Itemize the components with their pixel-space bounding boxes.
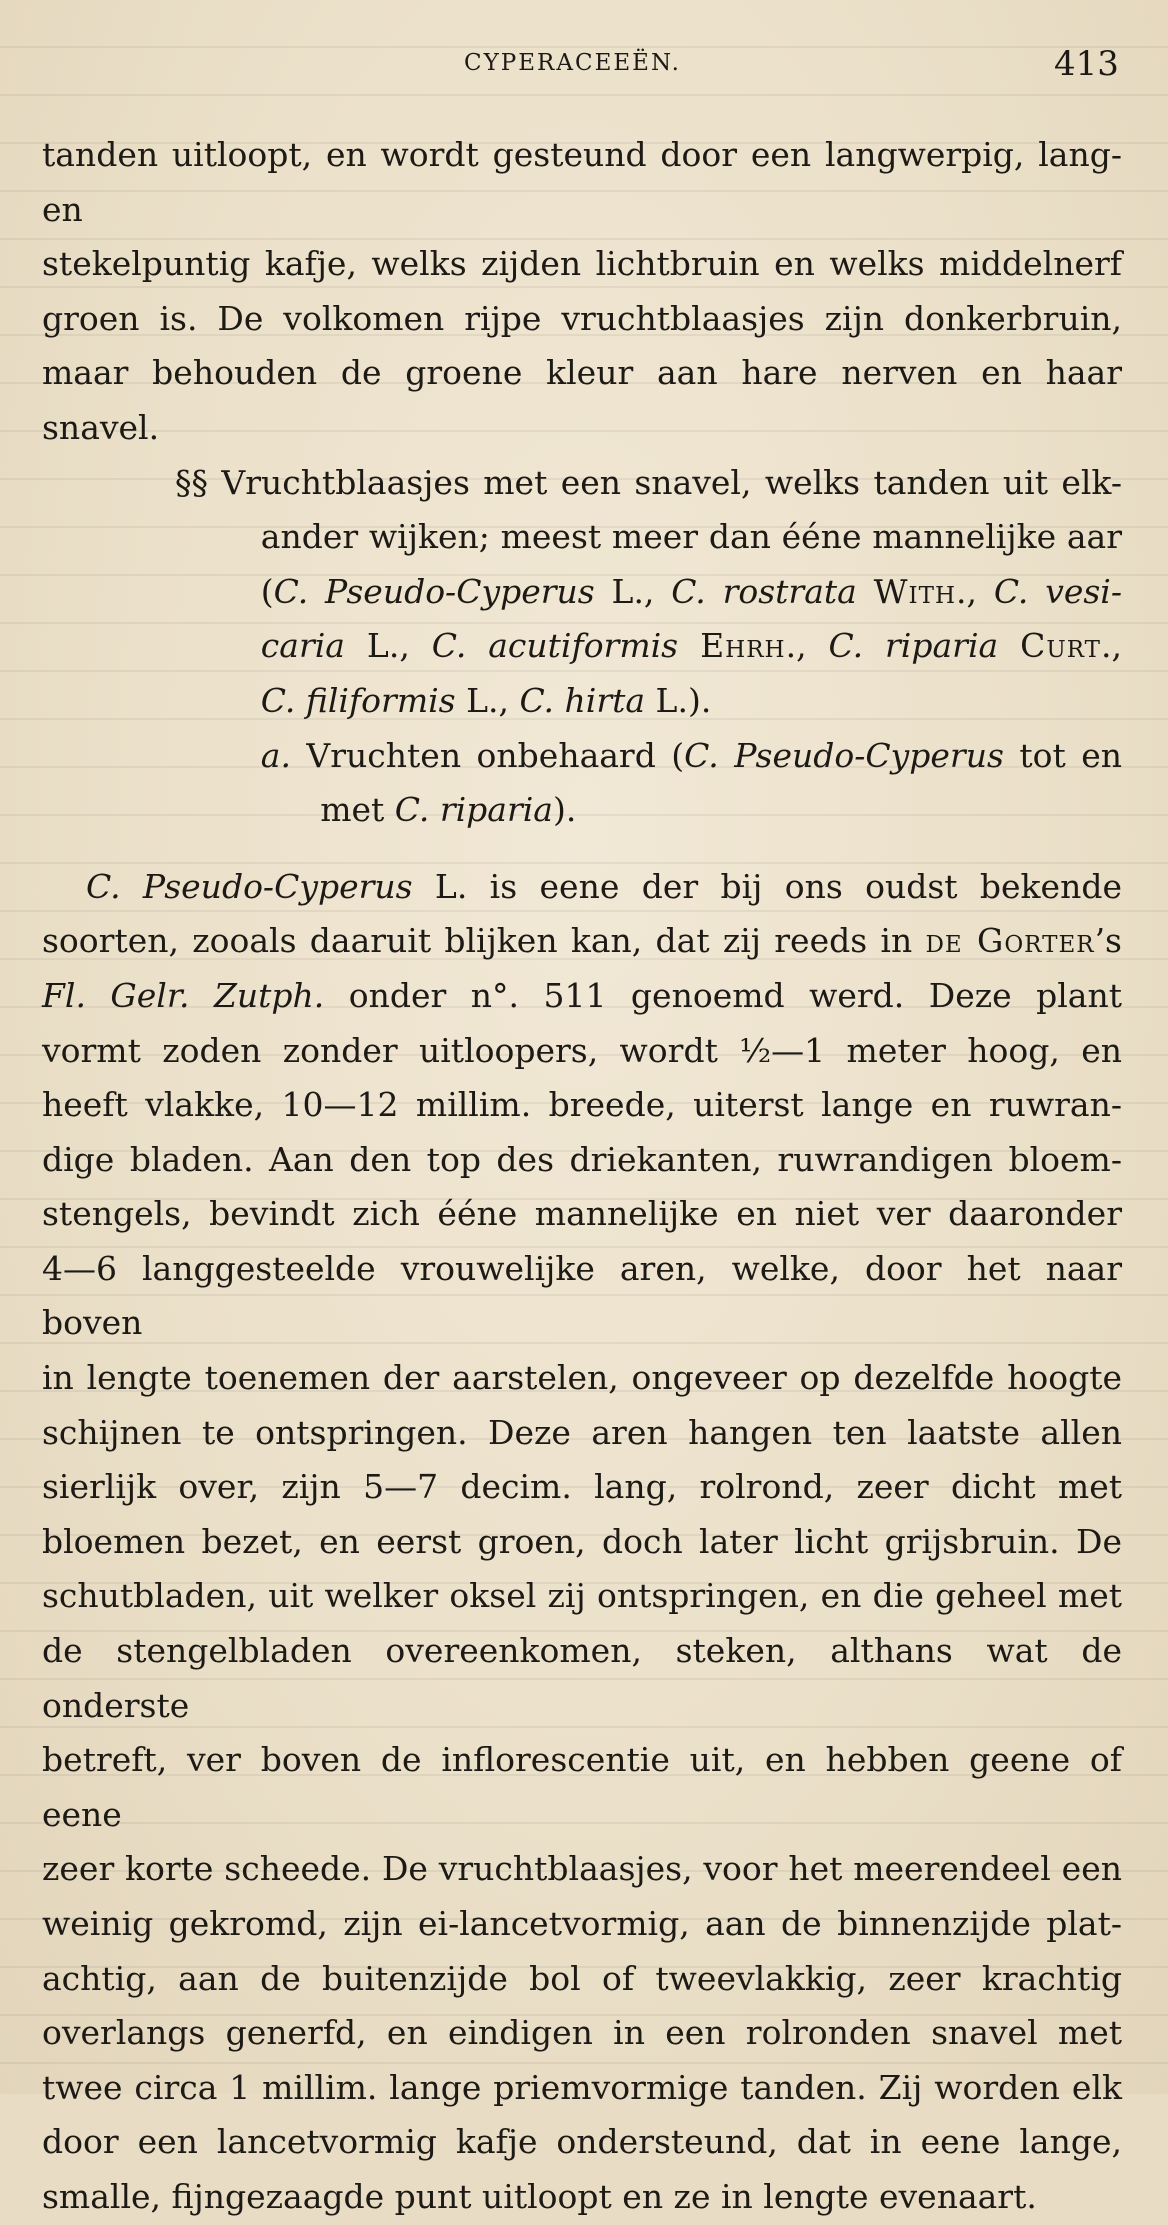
key-text: L.). [645, 680, 712, 720]
identification-key [175, 456, 1122, 838]
author-name: With [873, 571, 957, 611]
text-line: betreft, ver boven de inflorescentie uit, en hebben geene of eene [42, 1740, 1122, 1834]
text-line: schutbladen, uit welker oksel zij ontspringen, en die geheel met [42, 1576, 1122, 1616]
key-text: ., [1101, 626, 1122, 666]
species-name: C. acutiformis [431, 626, 679, 666]
species-name: C. Pseudo-Cyperus [86, 866, 413, 906]
author-name: Curt [1020, 626, 1102, 666]
text-line: bloemen bezet, en eerst groen, doch later licht grijsbruin. De [42, 1521, 1122, 1561]
text-line: de stengelbladen overeenkomen, steken, althans wat de onderste [42, 1631, 1122, 1725]
species-name: C. vesi- [993, 571, 1123, 611]
text-line: 4—6 langgesteelde vrouwelijke aren, welke, door het naar boven [42, 1248, 1122, 1343]
key-text: L., [455, 680, 520, 720]
key-line: ander wijken; meest meer dan ééne mannelijke aar [260, 517, 1122, 557]
key-text: ( [260, 571, 274, 611]
key-line [175, 619, 1122, 674]
text-line: schijnen te ontspringen. Deze aren hangen ten laatste allen [42, 1412, 1122, 1452]
species-name: caria [260, 626, 345, 666]
text-line: in lengte toenemen der aarstelen, ongeveer op dezelfde hoogte [42, 1358, 1122, 1398]
page-number: 413 [1054, 44, 1119, 84]
text-line: heeft vlakke, 10—12 millim. breede, uiterst lange en ruwran- [42, 1085, 1122, 1125]
species-name: C. Pseudo-Cyperus [684, 735, 1004, 775]
paragraph-gap [42, 838, 1122, 860]
key-letter: a. [260, 735, 291, 775]
key-text [857, 572, 874, 611]
line-text: ’s [1094, 921, 1122, 961]
text-line [42, 969, 1122, 1024]
text-line: dige bladen. Aan den top des driekanten, ruwrandigen bloem- [42, 1139, 1122, 1179]
line-text: onder n°. 511 genoemd werd. Deze plant [324, 975, 1122, 1015]
text-line: vormt zoden zonder uitloopers, wordt ½—1 meter hoog, en [42, 1030, 1122, 1070]
text-line: weinig gekromd, zijn ei-lancetvormig, aan de binnenzijde plat- [42, 1904, 1122, 1943]
author-name: de Gorter [925, 921, 1095, 961]
key-line [175, 565, 1122, 620]
text-line: groen is. De volkomen rijpe vruchtblaasjes zijn donkerbruin, [42, 298, 1122, 338]
page-header [0, 44, 1168, 94]
key-text: ., [956, 571, 994, 611]
key-text: ). [552, 790, 577, 830]
text-line: zeer korte scheede. De vruchtblaasjes, voor het meerendeel een [42, 1849, 1122, 1889]
line-text: L. is eene der bij ons oudst bekende [412, 866, 1122, 906]
text-line: stekelpuntig kafje, welks zijden lichtbruin en welks middelnerf [42, 244, 1122, 284]
key-text [678, 626, 700, 665]
key-text: tot en [1003, 735, 1122, 775]
key-line [175, 674, 1122, 729]
key-text [998, 626, 1020, 665]
text-line: twee circa 1 millim. lange priemvormige tanden. Zij worden elk [42, 2067, 1122, 2107]
running-head: CYPERACEEËN. [464, 50, 681, 76]
species-name: C. filiformis [260, 680, 456, 720]
species-name: C. rostrata [671, 571, 857, 611]
text-line: door een lancetvormig kafje ondersteund, dat in eene lange, [42, 2122, 1122, 2162]
species-name: C. riparia [394, 790, 553, 830]
text-line: smalle, fijngezaagde punt uitloopt en ze in lengte evenaart. [42, 2176, 1037, 2216]
text-line: sierlijk over, zijn 5—7 decim. lang, rolrond, zeer dicht met [42, 1467, 1122, 1507]
key-line [175, 729, 1122, 784]
work-title: Fl. Gelr. Zutph. [42, 975, 325, 1015]
species-name: C. riparia [828, 626, 999, 666]
text-line [42, 860, 1122, 915]
text-line: maar behouden de groene kleur aan hare nerven en haar snavel. [42, 353, 1122, 447]
species-name: C. hirta [519, 680, 646, 720]
body-text [42, 128, 1122, 2225]
text-line: tanden uitloopt, en wordt gesteund door een langwerpig, lang- en [42, 135, 1122, 229]
text-line: achtig, aan de buitenzijde bol of tweevlakkig, zeer krachtig [42, 1958, 1122, 1998]
key-text: L., [594, 571, 672, 611]
key-text: met [320, 790, 395, 830]
key-text: ., [785, 626, 829, 666]
key-text: L., [344, 626, 432, 666]
key-text: Vruchten onbehaard ( [290, 735, 685, 775]
text-line: overlangs generfd, en eindigen in een rolronden snavel met [42, 2013, 1122, 2053]
key-line [175, 783, 1122, 838]
key-line: §§ Vruchtblaasjes met een snavel, welks tanden uit elk- [175, 462, 1122, 502]
text-line [42, 914, 1122, 969]
author-name: Ehrh [700, 626, 786, 666]
species-name: C. Pseudo-Cyperus [273, 571, 595, 611]
text-line: stengels, bevindt zich ééne mannelijke en niet ver daaronder [42, 1194, 1122, 1234]
line-text: soorten, zooals daaruit blijken kan, dat zij reeds in [42, 921, 926, 961]
